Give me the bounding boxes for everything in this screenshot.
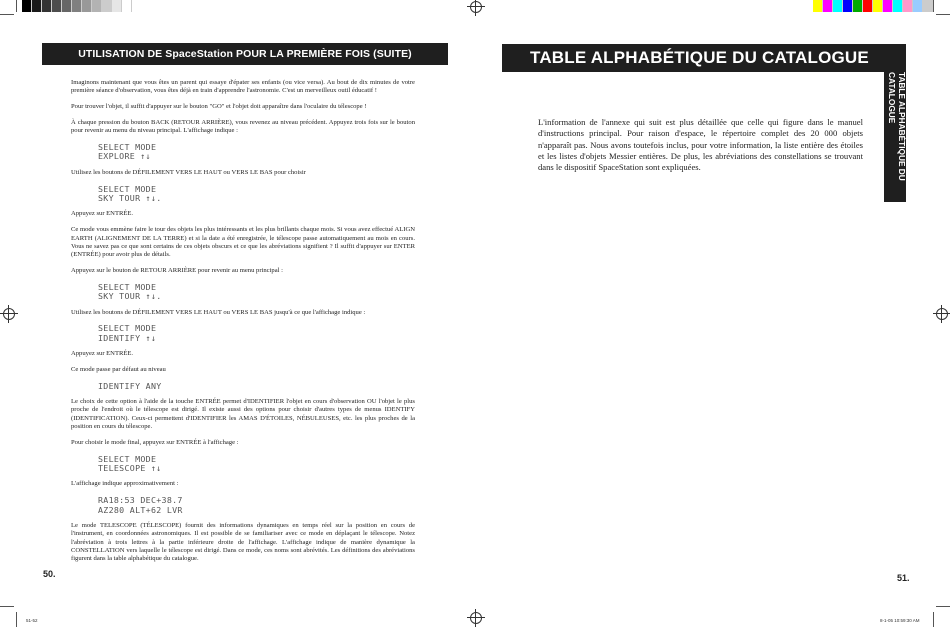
calibration-swatch xyxy=(833,0,843,12)
crop-mark xyxy=(936,14,950,15)
calibration-swatch xyxy=(823,0,833,12)
calibration-swatch xyxy=(62,0,72,12)
registration-mark-icon xyxy=(470,612,482,624)
calibration-swatch xyxy=(112,0,122,12)
lcd-display-text: SELECT MODE IDENTIFY ↑↓ xyxy=(98,323,157,343)
page-number-right: 51. xyxy=(897,573,910,583)
body-paragraph: Ce mode passe par défaut au niveau xyxy=(71,365,166,373)
calibration-swatch xyxy=(873,0,883,12)
calibration-swatch xyxy=(893,0,903,12)
slug-left: 51-52 xyxy=(26,618,38,623)
lcd-display-text: IDENTIFY ANY xyxy=(98,380,162,391)
left-page-header: UTILISATION DE SpaceStation POUR LA PREMIÈRE FOIS (SUITE) xyxy=(42,43,448,65)
calibration-swatch xyxy=(122,0,132,12)
right-page-header: TABLE ALPHABÉTIQUE DU CATALOGUE xyxy=(502,44,906,72)
crop-mark xyxy=(936,606,950,607)
calibration-swatch xyxy=(22,0,32,12)
crop-mark xyxy=(933,0,934,12)
body-paragraph: À chaque pression du bouton BACK (RETOUR ARRIÈRE), vous revenez au niveau précédent. Appuyez trois fois sur le bouton pour revenir au menu du niveau principal. L'affichage indique : xyxy=(71,118,415,135)
crop-mark xyxy=(933,612,934,627)
calibration-swatch xyxy=(843,0,853,12)
left-page-body xyxy=(71,79,415,571)
grayscale-calibration-bar xyxy=(22,0,132,12)
calibration-swatch xyxy=(863,0,873,12)
body-paragraph: Pour trouver l'objet, il suffit d'appuyer sur le bouton "GO" et l'objet doit apparaître dans l'oculaire du télescope ! xyxy=(71,103,367,111)
side-tab-label: TABLE ALPHABÉTIQUE DU CATALOGUE xyxy=(887,72,907,181)
lcd-display-text: SELECT MODE SKY TOUR ↑↓. xyxy=(98,183,162,203)
calibration-swatch xyxy=(853,0,863,12)
body-paragraph: Utilisez les boutons de DÉFILEMENT VERS LE HAUT ou VERS LE BAS jusqu'à ce que l'affichage indique : xyxy=(71,308,366,316)
registration-mark-icon xyxy=(3,308,15,320)
calibration-swatch xyxy=(42,0,52,12)
registration-mark-icon xyxy=(470,1,482,13)
intro-paragraph: L'information de l'annexe qui suit est plus détaillée que celle qui figure dans le manuel d'instructions principal. Pour raison d'espace, le répertoire complet des 20 000 objets n'apparaît pas. Nous avons toutefois inclus, pour votre information, la liste entière des étoiles et les listes d'objets Messier entières. De plus, les abréviations des constellations se trouvant dans le dispositif SpaceStation sont expliquées. xyxy=(538,117,863,173)
body-paragraph: Ce mode vous emmène faire le tour des objets les plus intéressants et les plus brillants chaque mois. Si vous avez effectué ALIGN EARTH (ALIGNEMENT DE LA TERRE) et si la date a été enregistrée, le télescope passe automatiquement au mois en cours. Vous ne savez pas ce que sont certains de ces objets obscurs et ce que les abréviations signifient ? Il suffit d'appuyer sur ENTER (ENTRÉE) pour avoir plus de détails. xyxy=(71,226,415,259)
calibration-swatch xyxy=(883,0,893,12)
body-paragraph: Appuyez sur le bouton de RETOUR ARRIÈRE pour revenir au menu principal : xyxy=(71,266,283,274)
calibration-swatch xyxy=(82,0,92,12)
calibration-swatch xyxy=(903,0,913,12)
calibration-swatch xyxy=(52,0,62,12)
body-paragraph: Pour choisir le mode final, appuyez sur ENTRÉE à l'affichage : xyxy=(71,438,239,446)
body-paragraph: L'affichage indique approximativement : xyxy=(71,480,179,488)
lcd-display-text: SELECT MODE SKY TOUR ↑↓. xyxy=(98,281,162,302)
color-calibration-bar xyxy=(813,0,933,12)
body-paragraph: Le choix de cette option à l'aide de la touche ENTRÉE permet d'IDENTIFIER l'objet en cours d'observation OU l'objet le plus proche de l'endroit où le télescope est dirigé. Il existe aussi des options pour choisir d'autres types de menus IDENTIFY (IDENTIFICATION). Ceux-ci permettent d'IDENTIFIER les AMAS D'ÉTOILES, NÉBULEUSES, etc. les plus proches de la position en cours du télescope. xyxy=(71,398,415,430)
calibration-swatch xyxy=(813,0,823,12)
calibration-swatch xyxy=(102,0,112,12)
lcd-display-text: SELECT MODE EXPLORE ↑↓ xyxy=(98,141,157,162)
crop-mark xyxy=(0,606,14,607)
lcd-display-text: SELECT MODE TELESCOPE ↑↓ xyxy=(98,453,162,473)
lcd-display-text: RA18:53 DEC+38.7 AZ280 ALT+62 LVR xyxy=(98,495,183,515)
crop-mark xyxy=(0,14,14,15)
registration-mark-icon xyxy=(936,308,948,320)
slug-right: 8-1-05 10:59:30 AM xyxy=(880,618,920,623)
body-paragraph: Appuyez sur ENTRÉE. xyxy=(71,350,134,358)
crop-mark xyxy=(16,0,17,12)
page-number-left: 50. xyxy=(43,569,56,579)
body-paragraph: Utilisez les boutons de DÉFILEMENT VERS LE HAUT ou VERS LE BAS pour choisir xyxy=(71,168,306,176)
calibration-swatch xyxy=(92,0,102,12)
calibration-swatch xyxy=(923,0,933,12)
calibration-swatch xyxy=(913,0,923,12)
crop-mark xyxy=(16,612,17,627)
body-paragraph: Appuyez sur ENTRÉE. xyxy=(71,210,134,218)
body-paragraph: Le mode TELESCOPE (TÉLESCOPE) fournit des informations dynamiques en temps réel sur la position en cours de l'instrument, en coordonnées astronomiques. Il est possible de se familiariser avec ce mode en déplaçant le télescope. Notez l'abréviation à trois lettres à la partie inférieure droite de l'affichage. L'affichage indique de manière dynamique la CONSTELLATION vers laquelle le télescope est dirigé. Dans ce mode, ces noms sont abrévités. Les définitions des abréviations figurent dans la table alphabétique du catalogue. xyxy=(71,522,415,563)
calibration-swatch xyxy=(32,0,42,12)
body-paragraph: Imaginons maintenant que vous êtes un parent qui essaye d'épater ses enfants (ou vice versa). Au bout de dix minutes de votre première séance d'observation, vous êtes déjà en train d'apprendre l'astronomie. C'est un merveilleux outil éducatif ! xyxy=(71,79,415,95)
calibration-swatch xyxy=(72,0,82,12)
